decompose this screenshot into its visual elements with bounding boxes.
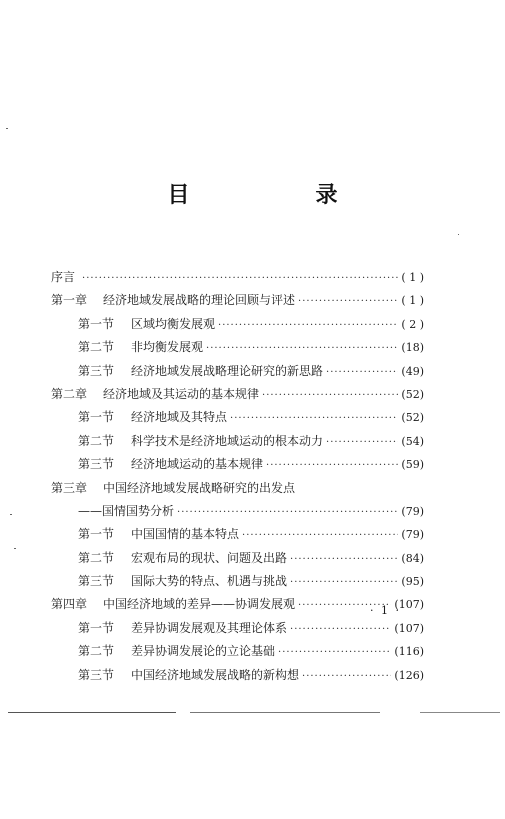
dot-leader (290, 618, 391, 641)
dot-leader (278, 641, 391, 664)
toc-entry-section (51, 313, 424, 336)
toc-entry-title: 中国经济地域的差异——协调发展观 (103, 597, 296, 612)
toc-entry-page: (54) (401, 434, 424, 448)
dot-leader (218, 314, 398, 337)
toc-entry-section (51, 547, 424, 570)
toc-entry-title: ——国情国势分析 (78, 503, 175, 518)
toc-entry-page: (116) (394, 645, 424, 659)
toc-entry-label: 序言 (51, 270, 76, 284)
scan-speck (10, 514, 12, 515)
toc-entry-continuation (51, 500, 424, 523)
toc-entry-section (51, 336, 424, 359)
toc-entry-title: 差异协调发展观及其理论体系 (131, 620, 288, 635)
toc-entry-title: 中国经济地域发展战略研究的出发点 (103, 480, 296, 495)
toc-entry-label: 第三章 (51, 480, 88, 495)
dot-leader (206, 337, 398, 360)
dot-leader (298, 290, 398, 313)
toc-entry-section (51, 453, 424, 476)
toc-entry-page: (52) (401, 411, 424, 425)
toc-entry-label: 第二节 (78, 340, 115, 355)
toc-entry-label: 第三节 (78, 363, 115, 378)
toc-entry-page: ( 1 ) (401, 271, 424, 284)
scan-speck (458, 234, 459, 235)
toc-entry-chapter (51, 477, 424, 500)
toc-entry-title: 科学技术是经济地域运动的根本动力 (131, 433, 324, 448)
toc-entry-section (51, 406, 424, 429)
dot-leader (262, 384, 398, 407)
dot-leader (290, 571, 398, 594)
toc-entry-label: 第二章 (51, 386, 88, 401)
toc-entry-title: 区域均衡发展观 (131, 316, 216, 331)
toc-entry-title: 国际大势的特点、机遇与挑战 (131, 574, 288, 589)
toc-entry-label: 第一章 (51, 293, 88, 308)
toc-entry-title: 差异协调发展论的立论基础 (131, 644, 276, 659)
toc-entry-title: 经济地域发展战略的理论回顾与评述 (103, 293, 296, 308)
toc-entry-page: (79) (401, 528, 424, 542)
toc-entry-section (51, 360, 424, 383)
toc-entry-section (51, 664, 424, 687)
toc-entry-title: 经济地域运动的基本规律 (131, 457, 264, 472)
scan-speck (6, 128, 8, 129)
scan-edge-line (8, 712, 176, 713)
dot-leader (177, 501, 398, 524)
toc-entry-title: 中国经济地域发展战略的新构想 (131, 667, 300, 682)
page-number: · 1 · (370, 604, 401, 617)
toc-entry-page: (49) (401, 364, 424, 378)
toc-entry-page: (18) (401, 341, 424, 355)
toc-entry-page: (126) (394, 668, 424, 682)
toc-entry-section (51, 570, 424, 593)
toc-entry-chapter (51, 593, 424, 616)
toc-entry-label: 第二节 (78, 550, 115, 565)
dot-leader (82, 267, 398, 290)
toc-entry-section (51, 640, 424, 663)
toc-entry-preface (51, 266, 424, 289)
toc-entry-title: 经济地域及其运动的基本规律 (103, 386, 260, 401)
toc-entry-title: 经济地域发展战略理论研究的新思路 (131, 363, 324, 378)
toc-entry-page: (52) (401, 387, 424, 401)
dot-leader (302, 665, 391, 688)
toc-entry-label: 第三节 (78, 574, 115, 589)
toc-entry-title: 非均衡发展观 (131, 340, 204, 355)
toc-entry-label: 第一节 (78, 620, 115, 635)
toc-entry-title: 中国国情的基本特点 (131, 527, 240, 542)
dot-leader (242, 524, 398, 547)
toc-entry-label: 第一节 (78, 410, 115, 425)
toc-entry-page: (107) (394, 598, 424, 612)
toc-entry-page: ( 2 ) (401, 317, 424, 331)
toc-entry-page: (84) (401, 551, 424, 565)
toc-entry-label: 第二节 (78, 433, 115, 448)
toc-entry-page: (59) (401, 458, 424, 472)
toc-entry-label: 第四章 (51, 597, 88, 612)
toc-entry-section (51, 523, 424, 546)
toc-entry-label: 第一节 (78, 316, 115, 331)
toc-entry-section (51, 617, 424, 640)
toc-entry-label: 第一节 (78, 527, 115, 542)
toc-entry-label: 第二节 (78, 644, 115, 659)
dot-leader (326, 431, 398, 454)
scan-edge-line (190, 712, 380, 713)
toc-entry-page: (79) (401, 504, 424, 518)
page-title: 目 录 (167, 183, 390, 208)
toc-entry-chapter (51, 289, 424, 312)
dot-leader (326, 361, 398, 384)
toc-entry-label: 第三节 (78, 457, 115, 472)
toc-entry-section (51, 430, 424, 453)
toc-entry-page: ( 1 ) (401, 294, 424, 308)
toc-entry-page: (95) (401, 575, 424, 589)
toc-entry-title: 宏观布局的现状、问题及出路 (131, 550, 288, 565)
dot-leader (266, 454, 398, 477)
toc-entry-label: 第三节 (78, 667, 115, 682)
toc-entry-page: (107) (394, 621, 424, 635)
scan-speck (14, 548, 16, 549)
toc-entry-title: 经济地域及其特点 (131, 410, 228, 425)
table-of-contents (51, 266, 424, 687)
dot-leader (230, 407, 398, 430)
scan-edge-line (420, 712, 500, 713)
dot-leader (290, 548, 398, 571)
toc-entry-chapter (51, 383, 424, 406)
